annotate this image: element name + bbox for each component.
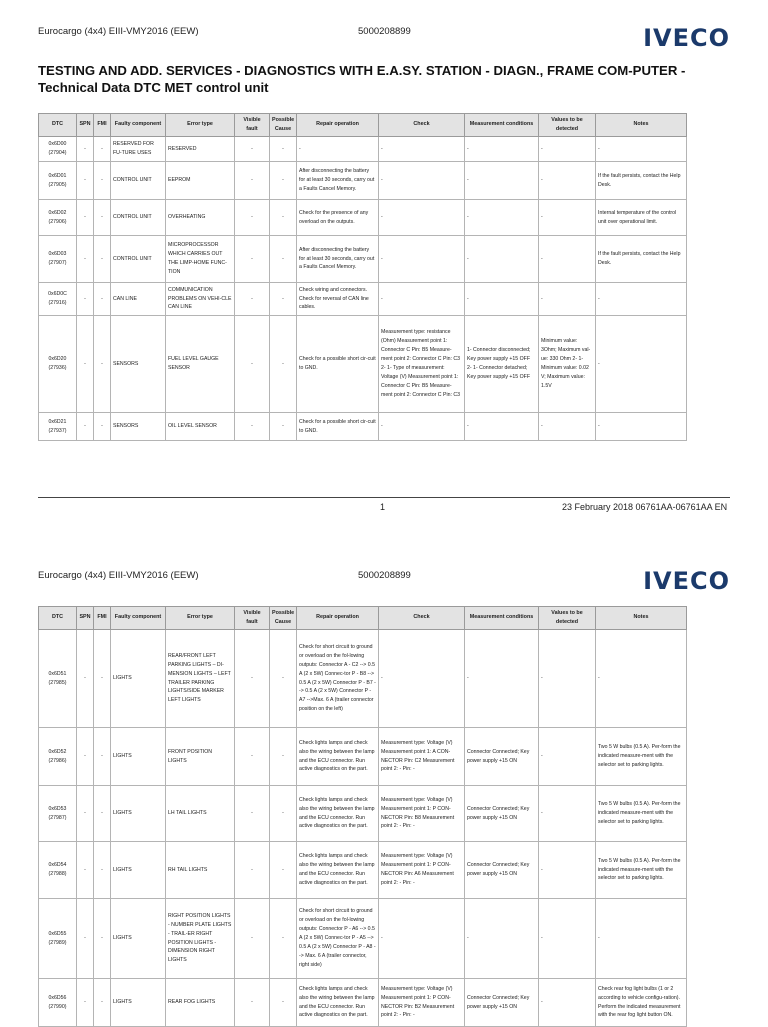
column-header-fmi: FMI [94,114,111,137]
header-doc-number-page-2: 5000208899 [358,570,411,581]
table-row [39,728,687,786]
cell-repair-operation: Check wiring and connectors. Check for reversal of CAN line cables. [297,283,379,316]
cell-faulty-component: LIGHTS [111,786,166,842]
cell-check: Measurement type: Voltage (V) Measurement point 1: P CON-NECTOR Pin: B8 Measurement point 2: - Pin: - [379,786,465,842]
cell-faulty-component: LIGHTS [111,979,166,1027]
cell-measurement-conditions: Connector Connected; Key power supply +15 ON [465,786,539,842]
cell-values-to-be-detected: - [539,283,596,316]
cell-error-type: FRONT POSITION LIGHTS [166,728,235,786]
cell-fmi: - [94,200,111,236]
cell-spn: - [77,899,94,979]
cell-check: Measurement type: resistance (Ohm) Measurement point 1: Connector C Pin: B5 Measure-ment point 2: Connector C Pin: C3 2- 1- Type of measurement: Voltage (V) Measurement point 1: Connector C Pin: B5 Measure-ment point 2: Connector C Pin: C3 [379,316,465,413]
cell-spn: - [77,283,94,316]
column-header-spn: SPN [77,607,94,630]
cell-measurement-conditions: Connector Connected; Key power supply +15 ON [465,728,539,786]
cell-measurement-conditions: - [465,630,539,728]
column-header-spn: SPN [77,114,94,137]
cell-notes: - [596,413,687,441]
cell-measurement-conditions: - [465,236,539,283]
cell-faulty-component: LIGHTS [111,899,166,979]
column-header-values-to-be-detected: Values to be detected [539,607,596,630]
cell-faulty-component: CONTROL UNIT [111,162,166,200]
table-row [39,200,687,236]
cell-notes: - [596,137,687,162]
table-row [39,413,687,441]
column-header-dtc: DTC [39,114,77,137]
cell-visible-fault: - [235,786,270,842]
cell-dtc: 0x6D03 (27907) [39,236,77,283]
cell-visible-fault: - [235,137,270,162]
cell-fmi: - [94,236,111,283]
cell-visible-fault: - [235,979,270,1027]
cell-possible-cause: - [270,630,297,728]
cell-repair-operation: Check for short circuit to ground or overload on the fol-lowing outputs: Connector A - C2 --> 0.5 A (2 x 5W) Connec-tor P - B8 --> 0.5 A (2 x 5W) Connector P - B7 --> 0.5 A (2 x 5W) Connector P - A7 -->Max. 6 A (trailer connector position on the left) [297,630,379,728]
cell-check: Measurement type: Voltage (V) Measurement point 1: P CON-NECTOR Pin: A6 Measurement point 2: - Pin: - [379,842,465,899]
cell-error-type: COMMUNICATION PROBLEMS ON VEHI-CLE CAN LINE [166,283,235,316]
column-header-visible-fault: Visible fault [235,114,270,137]
cell-repair-operation: Check lights lamps and check also the wiring between the lamp and the ECU connector. Run active diagnostics on the part. [297,979,379,1027]
cell-possible-cause: - [270,413,297,441]
cell-error-type: REAR FOG LIGHTS [166,979,235,1027]
cell-measurement-conditions: - [465,200,539,236]
cell-values-to-be-detected: - [539,728,596,786]
iveco-logo: IVECO [643,24,730,52]
cell-possible-cause: - [270,137,297,162]
cell-dtc: 0x6D02 (27906) [39,200,77,236]
cell-possible-cause: - [270,283,297,316]
cell-error-type: OIL LEVEL SENSOR [166,413,235,441]
cell-check: - [379,236,465,283]
column-header-check: Check [379,607,465,630]
cell-fmi: - [94,899,111,979]
cell-repair-operation: Check for a possible short cir-cuit to GND. [297,413,379,441]
cell-fmi: - [94,137,111,162]
cell-notes: Two 5 W bulbs (0.5 A). Per-form the indicated measure-ment with the selector set to parking lights. [596,786,687,842]
cell-faulty-component: CONTROL UNIT [111,236,166,283]
table-row [39,899,687,979]
cell-spn: - [77,200,94,236]
dtc-table-page-1 [38,113,687,441]
cell-notes: If the fault persists, contact the Help Desk. [596,236,687,283]
cell-possible-cause: - [270,200,297,236]
cell-check: - [379,200,465,236]
column-header-faulty-component: Faulty component [111,114,166,137]
table-row [39,630,687,728]
cell-fmi: - [94,162,111,200]
cell-visible-fault: - [235,630,270,728]
cell-repair-operation: After disconnecting the battery for at least 30 seconds, carry out a Faults Cancel Memory. [297,162,379,200]
footer-divider [38,497,730,498]
cell-error-type: RIGHT POSITION LIGHTS - NUMBER PLATE LIGHTS - TRAIL-ER RIGHT POSITION LIGHTS - DIMENSION RIGHT LIGHTS [166,899,235,979]
cell-check: - [379,899,465,979]
cell-possible-cause: - [270,316,297,413]
cell-dtc: 0x6D51 (27985) [39,630,77,728]
column-header-dtc: DTC [39,607,77,630]
cell-visible-fault: - [235,899,270,979]
column-header-notes: Notes [596,607,687,630]
cell-error-type: FUEL LEVEL GAUGE SENSOR [166,316,235,413]
cell-notes: Two 5 W bulbs (0.5 A). Per-form the indicated measure-ment with the selector set to parking lights. [596,728,687,786]
cell-dtc: 0x6D0C (27916) [39,283,77,316]
cell-visible-fault: - [235,316,270,413]
cell-visible-fault: - [235,842,270,899]
cell-check: Measurement type: Voltage (V) Measurement point 1: P CON-NECTOR Pin: B2 Measurement point 2: - Pin: - [379,979,465,1027]
cell-error-type: EEPROM [166,162,235,200]
table-row [39,979,687,1027]
table-header-row [39,607,687,630]
column-header-measurement-conditions: Measurement conditions [465,114,539,137]
cell-faulty-component: RESERVED FOR FU-TURE USES [111,137,166,162]
cell-faulty-component: LIGHTS [111,842,166,899]
cell-values-to-be-detected: - [539,979,596,1027]
cell-possible-cause: - [270,786,297,842]
cell-possible-cause: - [270,728,297,786]
cell-dtc: 0x6D01 (27905) [39,162,77,200]
cell-visible-fault: - [235,162,270,200]
cell-notes: Internal temperature of the control unit over operational limit. [596,200,687,236]
cell-spn: - [77,162,94,200]
cell-error-type: LH TAIL LIGHTS [166,786,235,842]
column-header-values-to-be-detected: Values to be detected [539,114,596,137]
column-header-error-type: Error type [166,607,235,630]
cell-notes: - [596,283,687,316]
cell-notes: - [596,630,687,728]
cell-values-to-be-detected: - [539,899,596,979]
column-header-repair-operation: Repair operation [297,607,379,630]
iveco-logo-page-2: IVECO [643,567,730,595]
column-header-measurement-conditions: Measurement conditions [465,607,539,630]
cell-fmi: - [94,842,111,899]
cell-check: - [379,630,465,728]
table-row [39,236,687,283]
cell-dtc: 0x6D56 (27990) [39,979,77,1027]
cell-measurement-conditions: Connector Connected; Key power supply +15 ON [465,842,539,899]
cell-notes: - [596,316,687,413]
cell-possible-cause: - [270,979,297,1027]
cell-visible-fault: - [235,200,270,236]
cell-faulty-component: CAN LINE [111,283,166,316]
cell-measurement-conditions: - [465,283,539,316]
cell-fmi: - [94,630,111,728]
cell-faulty-component: LIGHTS [111,630,166,728]
cell-repair-operation: Check lights lamps and check also the wiring between the lamp and the ECU connector. Run active diagnostics on the part. [297,842,379,899]
header-vehicle-page-2: Eurocargo (4x4) EIII-VMY2016 (EEW) [38,570,199,581]
cell-repair-operation: Check lights lamps and check also the wiring between the lamp and the ECU connector. Run active diagnostics on the part. [297,728,379,786]
header-doc-number: 5000208899 [358,26,411,37]
table-row [39,316,687,413]
cell-check: - [379,413,465,441]
cell-values-to-be-detected: - [539,842,596,899]
cell-fmi: - [94,413,111,441]
column-header-repair-operation: Repair operation [297,114,379,137]
cell-spn: - [77,137,94,162]
cell-values-to-be-detected: - [539,236,596,283]
cell-measurement-conditions: - [465,899,539,979]
cell-error-type: OVERHEATING [166,200,235,236]
cell-repair-operation: Check for a possible short cir-cuit to GND. [297,316,379,413]
cell-dtc: 0x6D21 (27937) [39,413,77,441]
cell-repair-operation: Check for short circuit to ground or overload on the fol-lowing outputs: Connector P - A6 --> 0.5 A (2 x 5W) Connec-tor P - A5 --> 0.5 A (2 x 5W) Connector P - A8 --> Max. 6 A (trailer connector, right side) [297,899,379,979]
cell-fmi: - [94,728,111,786]
cell-dtc: 0x6D54 (27988) [39,842,77,899]
cell-values-to-be-detected: - [539,413,596,441]
column-header-fmi: FMI [94,607,111,630]
cell-notes: If the fault persists, contact the Help Desk. [596,162,687,200]
cell-values-to-be-detected: - [539,162,596,200]
column-header-check: Check [379,114,465,137]
cell-faulty-component: SENSORS [111,316,166,413]
dtc-table-page-2 [38,606,687,1027]
cell-notes: Check rear fog light bulbs (1 or 2 according to vehicle configu-ration). Perform the indicated measurement with the rear fog light button ON. [596,979,687,1027]
cell-measurement-conditions: - [465,162,539,200]
cell-dtc: 0x6D00 (27904) [39,137,77,162]
header-vehicle: Eurocargo (4x4) EIII-VMY2016 (EEW) [38,26,199,37]
column-header-possible-cause: Possible Cause [270,607,297,630]
cell-possible-cause: - [270,842,297,899]
footer-date: 23 February 2018 06761AA-06761AA EN [562,502,728,512]
cell-fmi: - [94,786,111,842]
table-header-row [39,114,687,137]
cell-visible-fault: - [235,413,270,441]
table-row [39,842,687,899]
cell-error-type: RESERVED [166,137,235,162]
footer-page-number: 1 [380,502,386,512]
column-header-possible-cause: Possible Cause [270,114,297,137]
cell-dtc: 0x6D55 (27989) [39,899,77,979]
cell-measurement-conditions: - [465,137,539,162]
cell-fmi: - [94,283,111,316]
cell-repair-operation: After disconnecting the battery for at least 30 seconds, carry out a Faults Cancel Memory. [297,236,379,283]
cell-measurement-conditions: 1- Connector disconnected; Key power supply +15 OFF 2- 1- Connector detached; Key power supply +15 OFF [465,316,539,413]
cell-faulty-component: CONTROL UNIT [111,200,166,236]
cell-check: - [379,283,465,316]
cell-spn: - [77,979,94,1027]
column-header-faulty-component: Faulty component [111,607,166,630]
cell-spn: - [77,786,94,842]
cell-spn: - [77,842,94,899]
cell-faulty-component: SENSORS [111,413,166,441]
table-row [39,162,687,200]
cell-spn: - [77,236,94,283]
cell-visible-fault: - [235,283,270,316]
cell-fmi: - [94,979,111,1027]
cell-values-to-be-detected: - [539,786,596,842]
cell-error-type: RH TAIL LIGHTS [166,842,235,899]
cell-dtc: 0x6D20 (27936) [39,316,77,413]
cell-possible-cause: - [270,899,297,979]
page-title: TESTING AND ADD. SERVICES - DIAGNOSTICS WITH E.A.SY. STATION - DIAGN., FRAME COM-PUTER - Technical Data DTC MET control unit [38,63,686,95]
cell-check: - [379,162,465,200]
cell-values-to-be-detected: Minimum value: 3Ohm; Maximum val-ue: 330 Ohm 2- 1- Minimum value: 0.02 V; Maximum value: 1.5V [539,316,596,413]
cell-spn: - [77,630,94,728]
cell-repair-operation: Check lights lamps and check also the wiring between the lamp and the ECU connector. Run active diagnostics on the part. [297,786,379,842]
cell-values-to-be-detected: - [539,200,596,236]
cell-check: - [379,137,465,162]
cell-faulty-component: LIGHTS [111,728,166,786]
cell-check: Measurement type: Voltage (V) Measurement point 1: A CON-NECTOR Pin: C2 Measurement point 2: - Pin: - [379,728,465,786]
cell-dtc: 0x6D53 (27987) [39,786,77,842]
cell-dtc: 0x6D52 (27986) [39,728,77,786]
cell-fmi: - [94,316,111,413]
cell-possible-cause: - [270,236,297,283]
cell-spn: - [77,728,94,786]
table-row [39,137,687,162]
cell-repair-operation: - [297,137,379,162]
cell-error-type: MICROPROCESSOR WHICH CARRIES OUT THE LIMP-HOME FUNC-TION [166,236,235,283]
cell-values-to-be-detected: - [539,137,596,162]
cell-visible-fault: - [235,236,270,283]
cell-error-type: REAR/FRONT LEFT PARKING LIGHTS – DI-MENSION LIGHTS – LEFT TRAILER PARKING LIGHTS/SIDE MARKER LEFT LIGHTS [166,630,235,728]
cell-possible-cause: - [270,162,297,200]
table-row [39,283,687,316]
cell-notes: Two 5 W bulbs (0.5 A). Per-form the indicated measure-ment with the selector set to parking lights. [596,842,687,899]
cell-measurement-conditions: Connector Connected; Key power supply +15 ON [465,979,539,1027]
cell-repair-operation: Check for the presence of any overload on the outputs. [297,200,379,236]
column-header-notes: Notes [596,114,687,137]
cell-values-to-be-detected: - [539,630,596,728]
column-header-error-type: Error type [166,114,235,137]
cell-spn: - [77,413,94,441]
table-row [39,786,687,842]
cell-spn: - [77,316,94,413]
column-header-visible-fault: Visible fault [235,607,270,630]
cell-visible-fault: - [235,728,270,786]
cell-measurement-conditions: - [465,413,539,441]
cell-notes: - [596,899,687,979]
